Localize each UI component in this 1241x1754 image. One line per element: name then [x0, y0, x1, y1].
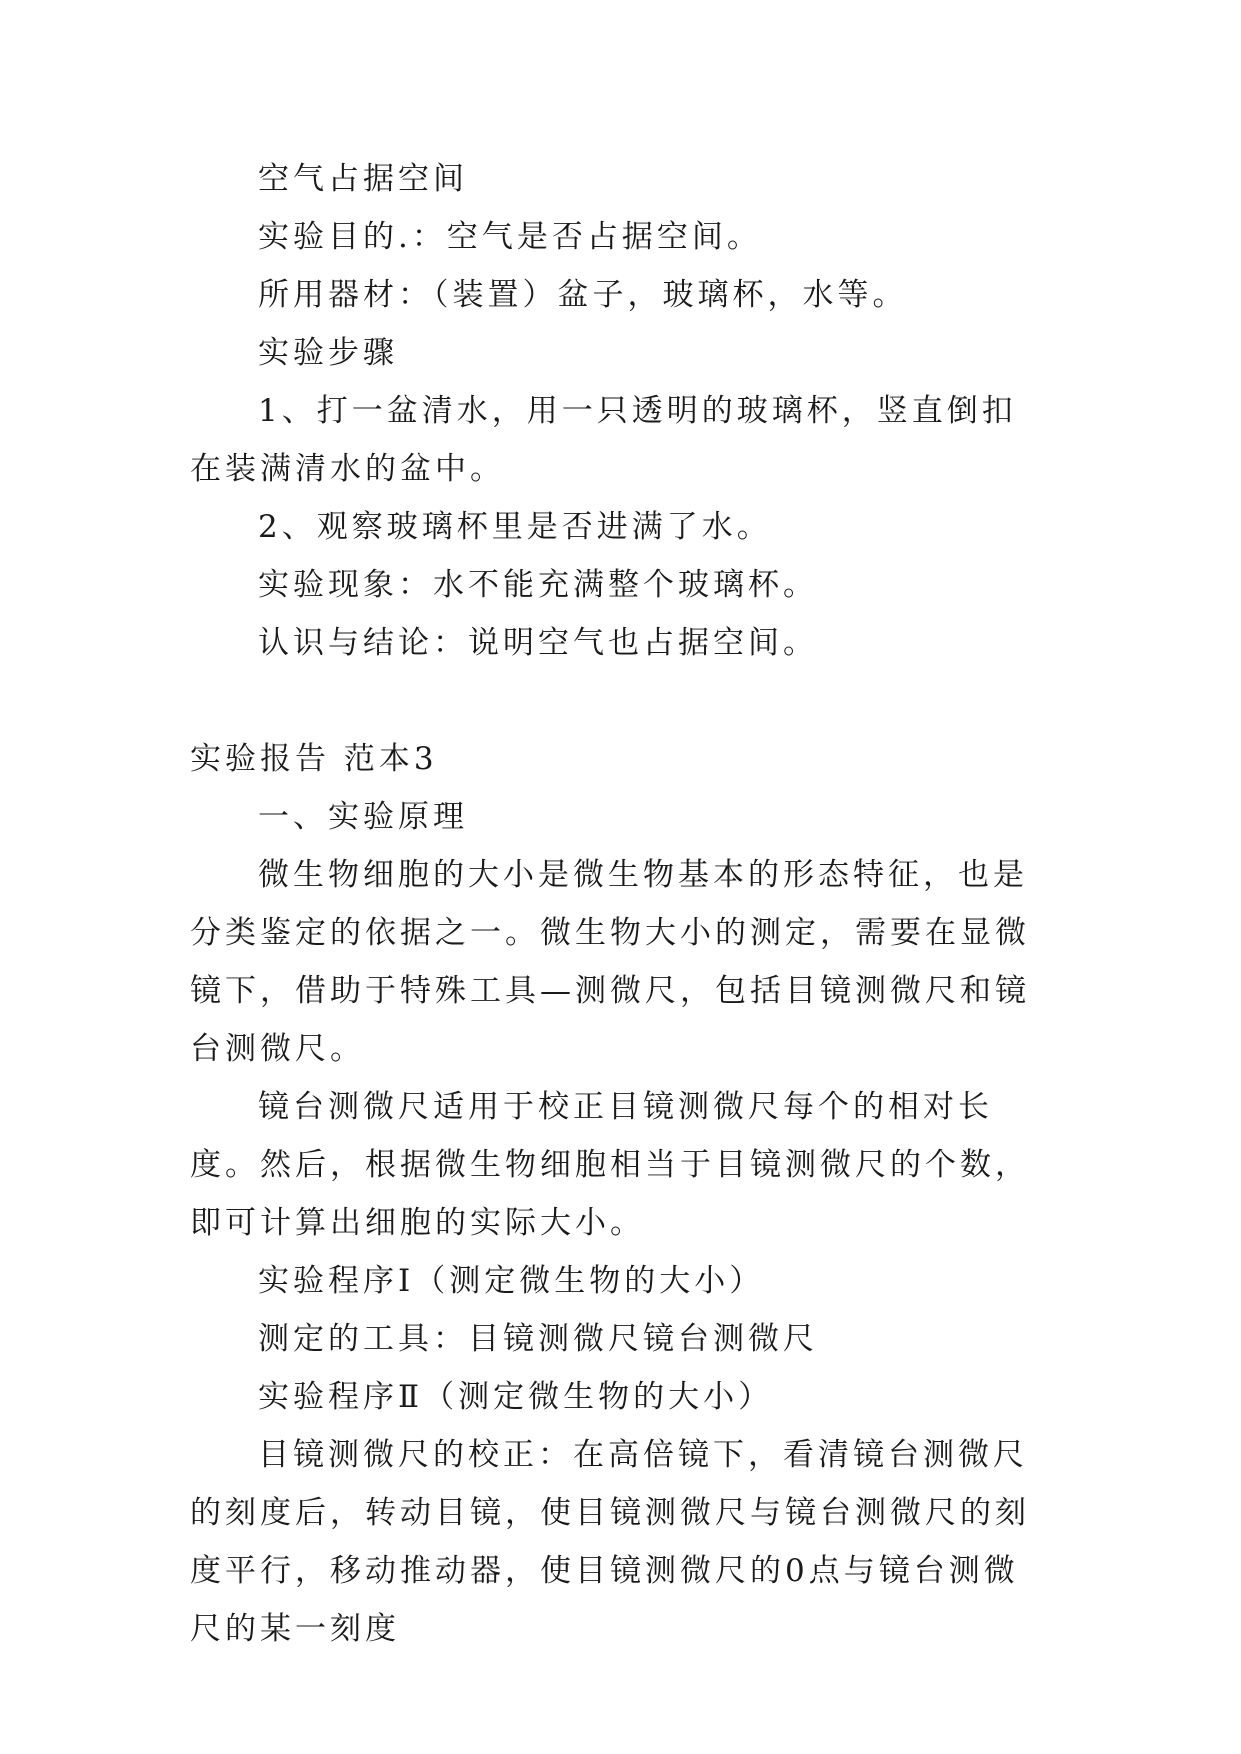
- document-body: [190, 150, 1050, 1658]
- principle-paragraph-1: 微生物细胞的大小是微生物基本的形态特征，也是分类鉴定的依据之一。微生物大小的测定，需要在显微镜下，借助于特殊工具—测微尺，包括目镜测微尺和镜台测微尺。: [190, 857, 1030, 1067]
- step-2: 2、观察玻璃杯里是否进满了水。: [258, 509, 772, 545]
- calibration-paragraph: 目镜测微尺的校正：在高倍镜下，看清镜台测微尺的刻度后，转动目镜，使目镜测微尺与镜台测微尺的刻度平行，移动推动器，使目镜测微尺的0点与镜台测微尺的某一刻度: [190, 1437, 1030, 1647]
- experiment-materials: 所用器材：（装置）盆子，玻璃杯，水等。: [258, 277, 908, 313]
- experiment-title: 空气占据空间: [258, 161, 468, 197]
- experiment-purpose: 实验目的.：空气是否占据空间。: [258, 219, 762, 255]
- experiment-conclusion: 认识与结论：说明空气也占据空间。: [258, 625, 818, 661]
- principle-paragraph-2: 镜台测微尺适用于校正目镜测微尺每个的相对长度。然后，根据微生物细胞相当于目镜测微尺的个数，即可计算出细胞的实际大小。: [190, 1089, 1030, 1241]
- step-1: 1、打一盆清水，用一只透明的玻璃杯，竖直倒扣在装满清水的盆中。: [190, 393, 1017, 487]
- steps-heading: 实验步骤: [258, 335, 398, 371]
- tools-line: 测定的工具：目镜测微尺镜台测微尺: [258, 1321, 818, 1357]
- report-heading: 实验报告 范本3: [190, 741, 438, 777]
- experiment-phenomenon: 实验现象：水不能充满整个玻璃杯。: [258, 567, 818, 603]
- procedure-2-heading: 实验程序Ⅱ（测定微生物的大小）: [258, 1379, 774, 1415]
- procedure-1-heading: 实验程序Ⅰ（测定微生物的大小）: [258, 1263, 765, 1299]
- section-gap: [190, 672, 1050, 730]
- principle-heading: 一、实验原理: [258, 799, 468, 835]
